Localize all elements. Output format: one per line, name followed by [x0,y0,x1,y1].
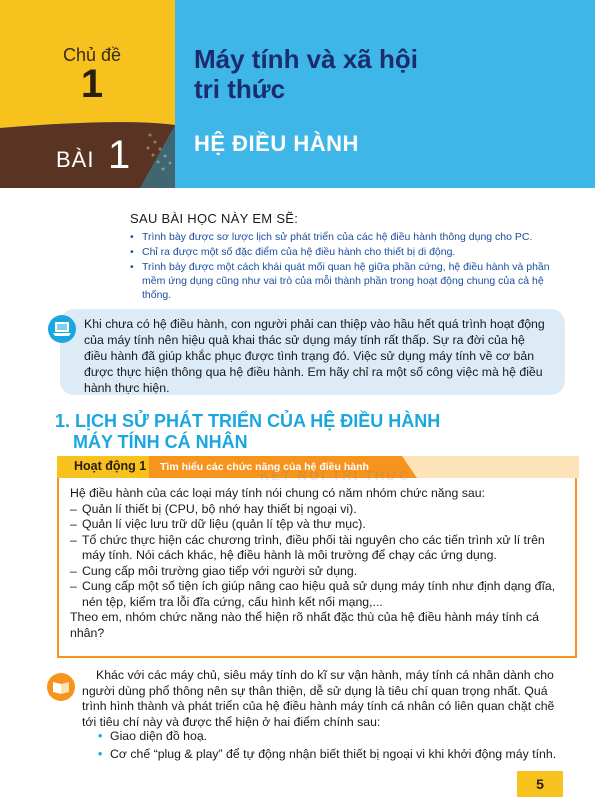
reading-bullet: • Cơ chế “plug & play” để tự động nhận biết thiết bị ngoại vi khi khởi động máy tính. [98,745,556,763]
section-heading-line1: 1. LỊCH SỬ PHÁT TRIỂN CỦA HỆ ĐIỀU HÀNH [55,411,441,431]
objective-item: • Chỉ ra được một số đặc điểm của hệ điều hành cho thiết bị di động. [130,245,550,259]
objective-item: • Trình bày được sơ lược lịch sử phát triển của các hệ điều hành thông dụng cho PC. [130,230,550,244]
lesson-title: HỆ ĐIỀU HÀNH [194,131,359,156]
reading-list [98,727,556,763]
book-icon [46,672,76,702]
objectives-list [130,230,550,303]
activity-item: – Quản lí việc lưu trữ dữ liệu (quản lí tệp và thư mục). [70,517,568,533]
objective-item: • Trình bày được một cách khái quát mối quan hệ giữa phần cứng, hệ điều hành và phần mềm ứng dụng cũng như vai trò của mỗi thành phần trong hoạt động chung của cả hệ thống. [130,260,550,302]
activity-intro: Hệ điều hành của các loại máy tính nói chung có năm nhóm chức năng sau: [70,486,485,500]
laptop-icon [47,314,77,344]
chapter-title-line1: Máy tính và xã hội [194,44,418,74]
chapter-title-line2: tri thức [194,74,286,104]
intro-text: Khi chưa có hệ điều hành, con người phải can thiệp vào hầu hết quá trình hoạt động của máy tính nên hiệu quả khai thác sử dụng máy tính rất thấp. Sự ra đời của hệ điều hành đã giúp khắc phục được tình trạng đó. Việc sử dụng máy tính về cơ bản được thực hiện thông qua hệ điều hành. Em hãy chỉ ra một số công việc mà hệ điều hành thực hiện. [84,317,545,395]
page-number: 5 [517,771,563,797]
reading-paragraph: Khác với các máy chủ, siêu máy tính do kĩ sư vận hành, máy tính cá nhân dành cho người dùng phổ thông nên sự thân thiện, dễ sử dụng là tiêu chí quan trọng nhất. Quá trình hình thành và phát triển của hệ điều hành máy tính cá nhân có liên quan chặt chẽ tới tiêu chí này và được thể hiện ở hai điểm chính sau: [82,668,555,729]
topic-label: Chủ đề [62,45,122,65]
topic-number: 1 [80,62,104,106]
objectives-heading: SAU BÀI HỌC NÀY EM SẼ: [130,211,299,226]
lesson-label: BÀI [56,147,95,172]
lesson-number: 1 [108,133,131,177]
activity-label: Hoạt động 1 [74,459,147,473]
activity-item: – Quản lí thiết bị (CPU, bộ nhớ hay thiết bị ngoại vi). [70,502,568,518]
section-heading [55,411,440,453]
reading-body [82,668,565,730]
activity-item: – Cung cấp môi trường giao tiếp với người sử dụng. [70,564,568,580]
activity-body [70,486,568,641]
page-header [0,0,595,188]
activity-question: Theo em, nhóm chức năng nào thể hiện rõ nhất đặc thù của hệ điều hành máy tính cá nhân? [70,610,539,640]
watermark: KẾT NỐI TRI THỨC [260,468,411,483]
activity-item: – Tổ chức thực hiện các chương trình, điều phối tài nguyên cho các tiến trình xử lí trên máy tính. Nói cách khác, hệ điều hành là môi trường để chạy các ứng dụng. [70,533,568,564]
chapter-title [194,44,494,104]
activity-item: – Cung cấp một số tiện ích giúp nâng cao hiệu quả sử dụng máy tính như định dạng đĩa, nén tệp, kiểm tra lỗi đĩa cứng, cấu hình kết nối mạng,... [70,579,568,610]
section-heading-line2: MÁY TÍNH CÁ NHÂN [73,432,248,452]
activity-description: Tìm hiểu các chức năng của hệ điều hành [160,461,369,473]
reading-bullet: • Giao diện đồ hoạ. [98,727,556,745]
